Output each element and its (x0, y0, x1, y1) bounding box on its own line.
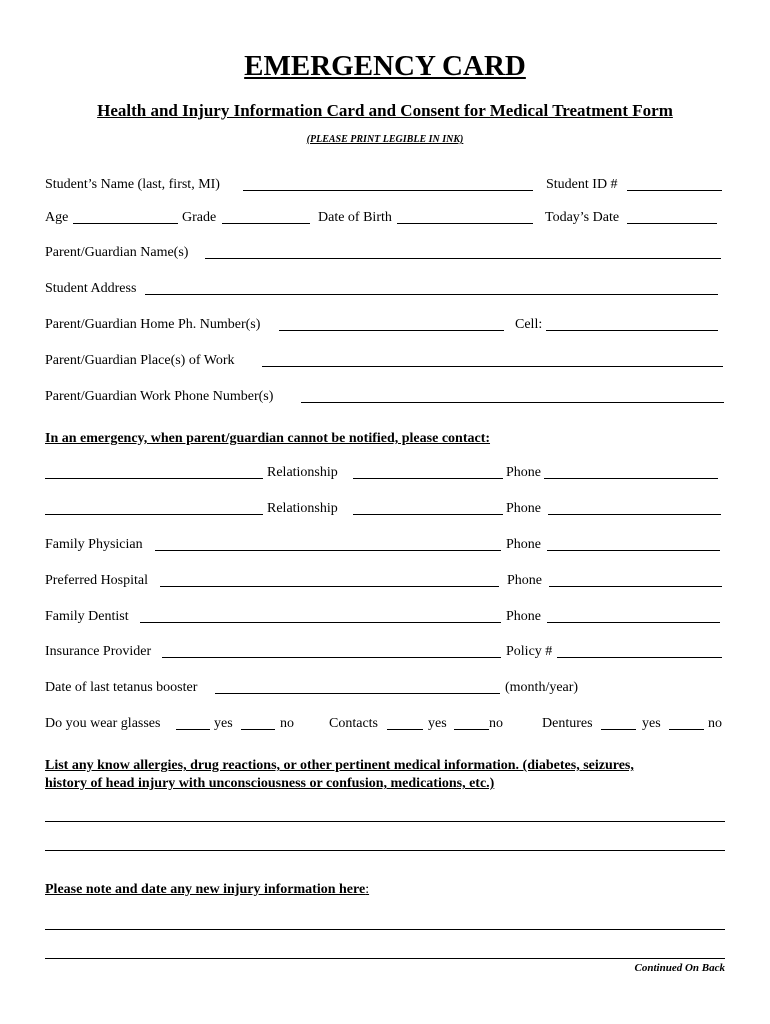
contact-1-phone-label: Phone (506, 465, 541, 480)
student-name-field[interactable] (243, 190, 533, 191)
preferred-hospital-row (45, 571, 725, 591)
contact-1-relationship-label: Relationship (267, 465, 338, 480)
emergency-contact-heading: In an emergency, when parent/guardian cannot be notified, please contact: (45, 431, 491, 446)
emergency-contact-row-2 (45, 499, 725, 519)
glasses-no-label: no (280, 716, 294, 731)
dentures-yes-label: yes (642, 716, 661, 731)
page-title: EMERGENCY CARD (244, 50, 526, 82)
student-address-field[interactable] (145, 294, 718, 295)
contact-2-relationship-field[interactable] (353, 514, 503, 515)
contact-1-name-field[interactable] (45, 478, 263, 479)
contacts-label: Contacts (329, 716, 378, 731)
emergency-contact-row-1 (45, 463, 725, 483)
dentures-yes-field[interactable] (601, 729, 636, 730)
hospital-phone-label: Phone (507, 573, 542, 588)
dob-label: Date of Birth (318, 210, 392, 225)
parent-name-label: Parent/Guardian Name(s) (45, 245, 189, 260)
injury-heading-text: Please note and date any new injury information here (45, 882, 366, 897)
home-phone-row (45, 315, 725, 335)
grade-label: Grade (182, 210, 217, 225)
allergies-line-1[interactable] (45, 821, 725, 822)
parent-name-field[interactable] (205, 258, 721, 259)
family-dentist-field[interactable] (140, 622, 501, 623)
student-address-label: Student Address (45, 281, 137, 296)
family-physician-label: Family Physician (45, 537, 143, 552)
injury-line-2[interactable] (45, 958, 725, 959)
place-of-work-label: Parent/Guardian Place(s) of Work (45, 353, 235, 368)
tetanus-row (45, 678, 725, 698)
preferred-hospital-field[interactable] (160, 586, 499, 587)
preferred-hospital-label: Preferred Hospital (45, 573, 149, 588)
glasses-no-field[interactable] (241, 729, 275, 730)
place-of-work-row (45, 351, 725, 371)
student-address-row (45, 279, 725, 299)
work-phone-label: Parent/Guardian Work Phone Number(s) (45, 389, 274, 404)
hospital-phone-field[interactable] (549, 586, 722, 587)
contact-1-phone-field[interactable] (544, 478, 718, 479)
cell-label: Cell: (515, 317, 543, 332)
injury-heading (45, 881, 369, 899)
age-grade-row (45, 208, 725, 228)
dob-field[interactable] (397, 223, 533, 224)
insurance-provider-field[interactable] (162, 657, 501, 658)
cell-field[interactable] (546, 330, 718, 331)
place-of-work-field[interactable] (262, 366, 723, 367)
student-id-field[interactable] (627, 190, 722, 191)
contacts-no-field[interactable] (454, 729, 489, 730)
wear-row (45, 714, 725, 734)
parent-name-row (45, 243, 725, 263)
contacts-yes-field[interactable] (387, 729, 423, 730)
dentist-phone-field[interactable] (547, 622, 720, 623)
home-phone-field[interactable] (279, 330, 504, 331)
contact-2-relationship-label: Relationship (267, 501, 338, 516)
injury-line-1[interactable] (45, 929, 725, 930)
allergies-heading-line-2: history of head injury with unconsciousness or confusion, medications, etc.) (45, 776, 495, 791)
contacts-yes-label: yes (428, 716, 447, 731)
allergies-heading-line-1: List any know allergies, drug reactions, or other pertinent medical information. (diabetes, seizures, (45, 758, 634, 773)
contact-1-relationship-field[interactable] (353, 478, 503, 479)
physician-phone-label: Phone (506, 537, 541, 552)
todays-date-label: Today’s Date (545, 210, 620, 225)
work-phone-row (45, 387, 725, 407)
policy-field[interactable] (557, 657, 722, 658)
contact-2-phone-label: Phone (506, 501, 541, 516)
insurance-provider-label: Insurance Provider (45, 644, 152, 659)
physician-phone-field[interactable] (547, 550, 720, 551)
todays-date-field[interactable] (627, 223, 717, 224)
family-dentist-row (45, 607, 725, 627)
student-name-row (45, 175, 725, 195)
tetanus-label: Date of last tetanus booster (45, 680, 198, 695)
glasses-yes-label: yes (214, 716, 233, 731)
policy-label: Policy # (506, 644, 553, 659)
dentures-label: Dentures (542, 716, 593, 731)
age-label: Age (45, 210, 69, 225)
home-phone-label: Parent/Guardian Home Ph. Number(s) (45, 317, 261, 332)
insurance-row (45, 642, 725, 662)
age-field[interactable] (73, 223, 178, 224)
continued-on-back: Continued On Back (634, 962, 725, 974)
family-physician-row (45, 535, 725, 555)
glasses-label: Do you wear glasses (45, 716, 161, 731)
print-instruction: (PLEASE PRINT LEGIBLE IN INK) (306, 134, 464, 145)
form-subtitle: Health and Injury Information Card and Consent for Medical Treatment Form (97, 101, 673, 120)
dentures-no-field[interactable] (669, 729, 704, 730)
contact-2-phone-field[interactable] (548, 514, 721, 515)
dentures-no-label: no (708, 716, 722, 731)
family-dentist-label: Family Dentist (45, 609, 129, 624)
glasses-yes-field[interactable] (176, 729, 210, 730)
family-physician-field[interactable] (155, 550, 501, 551)
student-id-label: Student ID # (546, 177, 618, 192)
tetanus-field[interactable] (215, 693, 500, 694)
student-name-label: Student’s Name (last, first, MI) (45, 177, 220, 192)
grade-field[interactable] (222, 223, 310, 224)
contact-2-name-field[interactable] (45, 514, 263, 515)
contacts-no-label: no (489, 716, 503, 731)
work-phone-field[interactable] (301, 402, 724, 403)
injury-heading-colon: : (365, 882, 370, 897)
allergies-line-2[interactable] (45, 850, 725, 851)
dentist-phone-label: Phone (506, 609, 541, 624)
month-year-hint: (month/year) (505, 680, 579, 695)
